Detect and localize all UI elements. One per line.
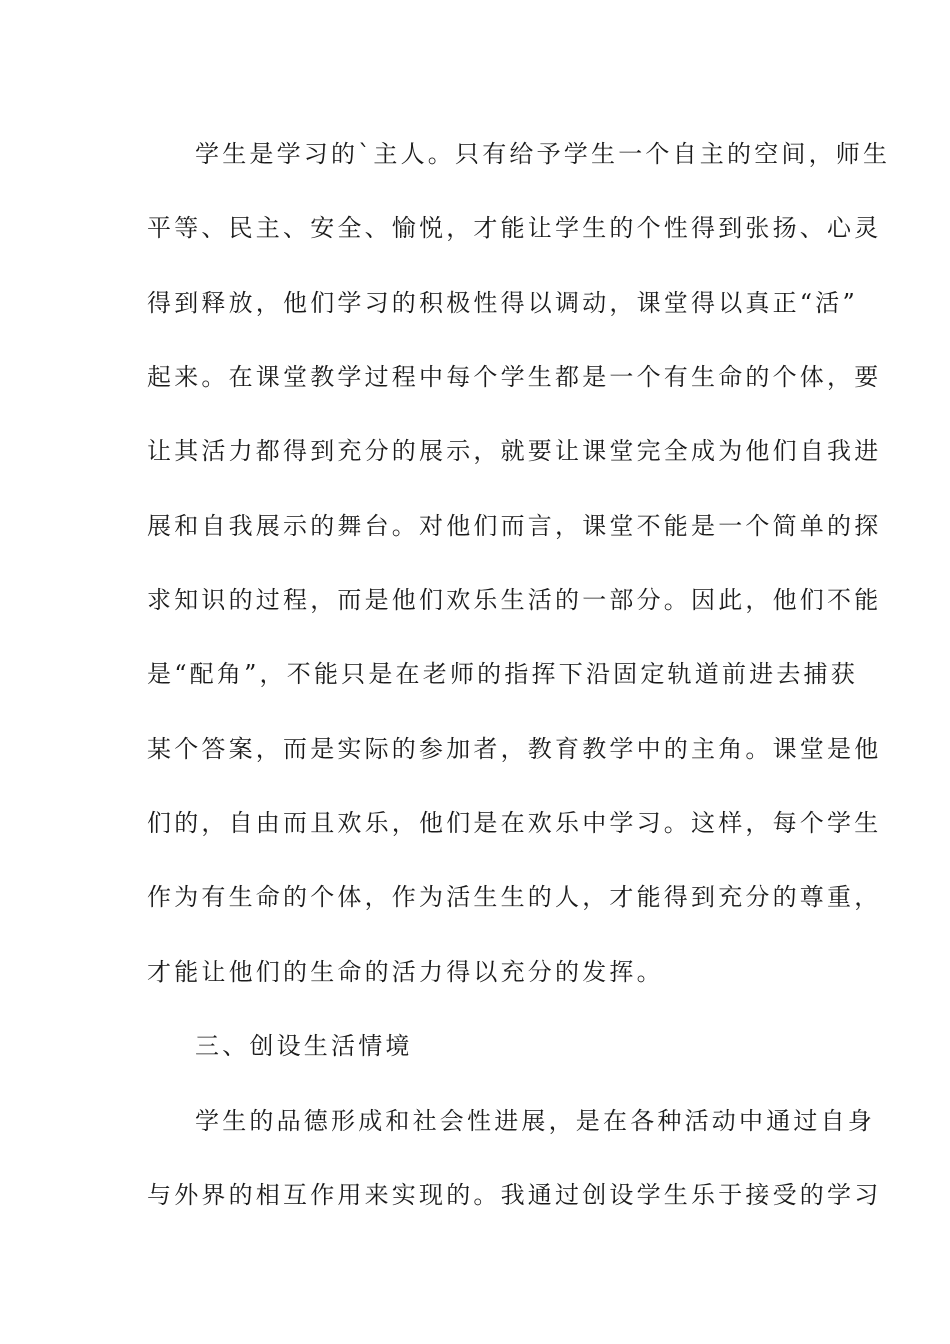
- paragraph-line: 学生的品德形成和社会性进展，是在各种活动中通过自身: [195, 1107, 875, 1135]
- paragraph-line: 起来。在课堂教学过程中每个学生都是一个有生命的个体，要: [147, 363, 882, 391]
- paragraph-line: 平等、民主、安全、愉悦，才能让学生的个性得到张扬、心灵: [147, 214, 882, 242]
- paragraph-line: 某个答案，而是实际的参加者，教育教学中的主角。课堂是他: [147, 735, 882, 763]
- paragraph-line: 让其活力都得到充分的展示，就要让课堂完全成为他们自我进: [147, 437, 882, 465]
- paragraph-line: 学生是学习的`主人。只有给予学生一个自主的空间，师生: [195, 140, 891, 168]
- paragraph-line: 才能让他们的生命的活力得以充分的发挥。: [147, 958, 664, 986]
- paragraph-line: 作为有生命的个体，作为活生生的人，才能得到充分的尊重，: [147, 883, 882, 911]
- paragraph-line: 得到释放，他们学习的积极性得以调动，课堂得以真正“活”: [147, 289, 858, 317]
- paragraph-line: 们的，自由而且欢乐，他们是在欢乐中学习。这样，每个学生: [147, 809, 882, 837]
- paragraph-line: 是“配角”，不能只是在老师的指挥下沿固定轨道前进去捕获: [147, 660, 858, 688]
- section-heading: 三、创设生活情境: [195, 1032, 413, 1060]
- paragraph-line: 与外界的相互作用来实现的。我通过创设学生乐于接受的学习: [147, 1181, 882, 1209]
- paragraph-line: 求知识的过程，而是他们欢乐生活的一部分。因此，他们不能: [147, 586, 882, 614]
- paragraph-line: 展和自我展示的舞台。对他们而言，课堂不能是一个简单的探: [147, 512, 882, 540]
